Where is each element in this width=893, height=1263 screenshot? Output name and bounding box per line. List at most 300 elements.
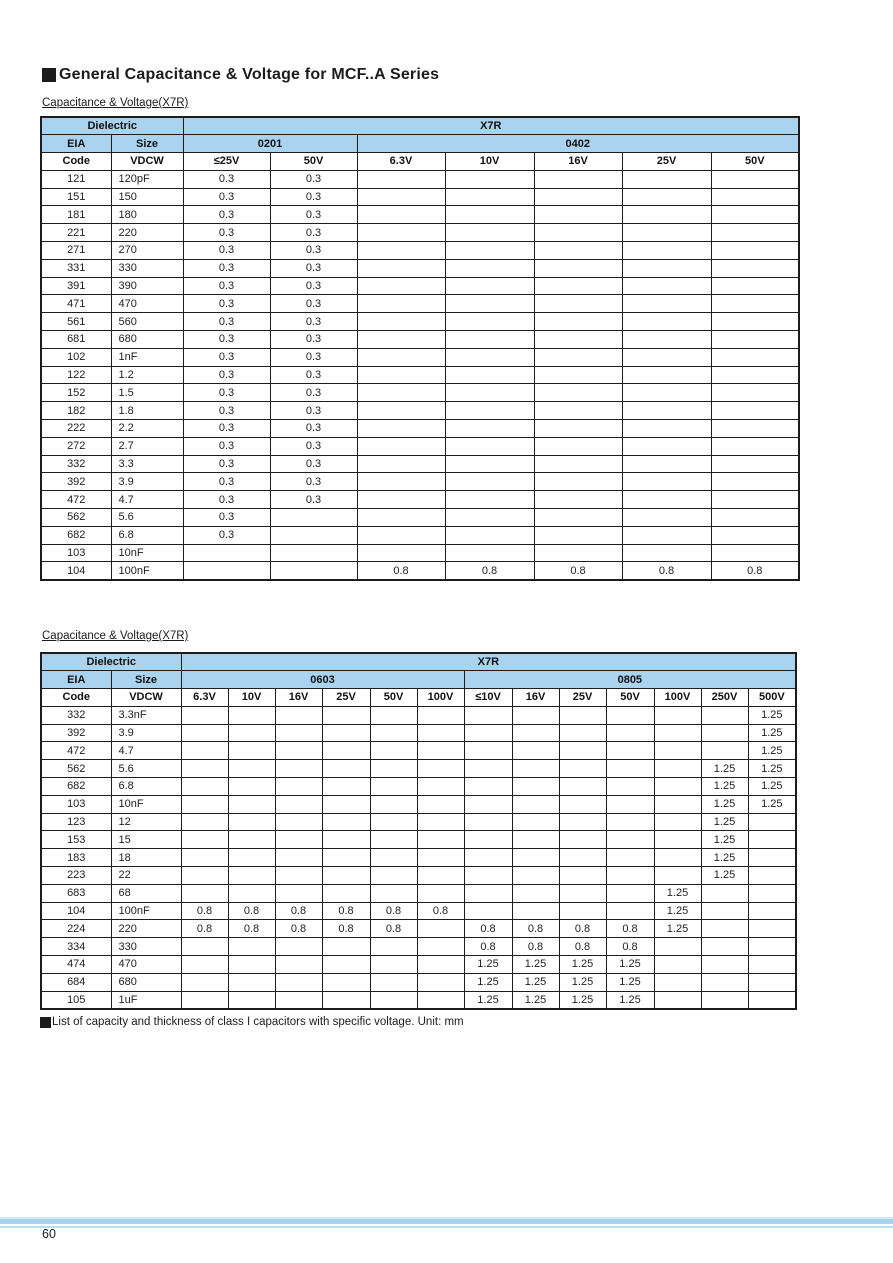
- thickness-value-cell: 0.3: [270, 402, 357, 420]
- code-header: Code: [41, 153, 111, 171]
- thickness-value-cell: [559, 849, 606, 867]
- thickness-value-cell: [622, 170, 711, 188]
- table-row: [41, 867, 796, 885]
- thickness-value-cell: [370, 795, 417, 813]
- code-cell: 562: [41, 509, 111, 527]
- thickness-value-cell: [464, 849, 512, 867]
- thickness-value-cell: [654, 938, 701, 956]
- thickness-value-cell: [711, 366, 799, 384]
- thickness-value-cell: [534, 259, 622, 277]
- thickness-value-cell: 1.25: [606, 956, 654, 974]
- thickness-value-cell: [417, 706, 464, 724]
- thickness-value-cell: [559, 867, 606, 885]
- thickness-value-cell: [606, 813, 654, 831]
- vdcw-cell: 150: [111, 188, 183, 206]
- thickness-value-cell: [559, 902, 606, 920]
- thickness-value-cell: 1.25: [559, 991, 606, 1009]
- thickness-value-cell: [512, 831, 559, 849]
- vdcw-cell: 18: [111, 849, 181, 867]
- thickness-value-cell: [622, 313, 711, 331]
- table-row: [41, 544, 799, 562]
- thickness-value-cell: 1.25: [748, 778, 796, 796]
- thickness-value-cell: [534, 473, 622, 491]
- thickness-value-cell: [701, 920, 748, 938]
- code-cell: 472: [41, 742, 111, 760]
- thickness-value-cell: [270, 509, 357, 527]
- vdcw-cell: 220: [111, 920, 181, 938]
- thickness-value-cell: [464, 813, 512, 831]
- thickness-value-cell: 1.25: [701, 795, 748, 813]
- black-square-icon: [42, 68, 56, 82]
- table-row: [41, 473, 799, 491]
- thickness-value-cell: [606, 831, 654, 849]
- table-row: [41, 813, 796, 831]
- table-row: [41, 224, 799, 242]
- thickness-value-cell: [559, 795, 606, 813]
- thickness-value-cell: [181, 884, 228, 902]
- thickness-value-cell: [228, 831, 275, 849]
- thickness-value-cell: [445, 526, 534, 544]
- thickness-value-cell: [322, 884, 370, 902]
- thickness-value-cell: [417, 849, 464, 867]
- thickness-value-cell: [445, 366, 534, 384]
- thickness-value-cell: 0.8: [512, 920, 559, 938]
- thickness-value-cell: 0.3: [183, 242, 270, 260]
- code-cell: 562: [41, 760, 111, 778]
- thickness-value-cell: [748, 938, 796, 956]
- thickness-value-cell: 0.3: [270, 170, 357, 188]
- vdcw-header: VDCW: [111, 153, 183, 171]
- thickness-value-cell: [534, 188, 622, 206]
- thickness-value-cell: [654, 813, 701, 831]
- thickness-value-cell: [711, 491, 799, 509]
- thickness-value-cell: [370, 867, 417, 885]
- thickness-value-cell: 0.3: [183, 224, 270, 242]
- thickness-value-cell: [370, 973, 417, 991]
- thickness-value-cell: [228, 706, 275, 724]
- thickness-value-cell: 1.25: [748, 795, 796, 813]
- thickness-value-cell: [534, 224, 622, 242]
- dielectric-value-header: X7R: [181, 653, 796, 671]
- thickness-value-cell: [701, 956, 748, 974]
- voltage-header: 16V: [534, 153, 622, 171]
- thickness-value-cell: [711, 455, 799, 473]
- thickness-value-cell: 0.3: [270, 473, 357, 491]
- thickness-value-cell: [445, 402, 534, 420]
- thickness-value-cell: [357, 384, 445, 402]
- thickness-value-cell: [445, 455, 534, 473]
- thickness-value-cell: [183, 562, 270, 580]
- thickness-value-cell: [534, 455, 622, 473]
- thickness-value-cell: 1.25: [606, 991, 654, 1009]
- thickness-value-cell: [445, 170, 534, 188]
- thickness-value-cell: [711, 348, 799, 366]
- thickness-value-cell: 0.3: [183, 402, 270, 420]
- thickness-value-cell: 0.3: [183, 348, 270, 366]
- thickness-value-cell: [181, 991, 228, 1009]
- vdcw-cell: 100nF: [111, 902, 181, 920]
- thickness-value-cell: 1.25: [701, 831, 748, 849]
- eia-header: EIA: [41, 671, 111, 689]
- thickness-value-cell: 1.25: [748, 742, 796, 760]
- thickness-value-cell: [701, 724, 748, 742]
- code-cell: 681: [41, 331, 111, 349]
- thickness-value-cell: [512, 849, 559, 867]
- code-cell: 121: [41, 170, 111, 188]
- thickness-value-cell: 0.8: [322, 902, 370, 920]
- thickness-value-cell: 0.8: [322, 920, 370, 938]
- thickness-value-cell: 0.3: [183, 259, 270, 277]
- thickness-value-cell: [622, 420, 711, 438]
- thickness-value-cell: [512, 902, 559, 920]
- thickness-value-cell: [748, 956, 796, 974]
- thickness-value-cell: 0.3: [270, 437, 357, 455]
- thickness-value-cell: [228, 760, 275, 778]
- black-square-icon: [40, 1017, 51, 1028]
- code-cell: 391: [41, 277, 111, 295]
- thickness-value-cell: [711, 295, 799, 313]
- thickness-value-cell: [357, 331, 445, 349]
- thickness-value-cell: 0.3: [270, 242, 357, 260]
- table-row: [41, 366, 799, 384]
- thickness-value-cell: [357, 170, 445, 188]
- thickness-value-cell: 0.3: [183, 277, 270, 295]
- vdcw-cell: 120pF: [111, 170, 183, 188]
- thickness-value-cell: [228, 724, 275, 742]
- thickness-value-cell: 1.25: [701, 867, 748, 885]
- vdcw-cell: 2.2: [111, 420, 183, 438]
- thickness-value-cell: [181, 778, 228, 796]
- thickness-value-cell: [445, 242, 534, 260]
- thickness-value-cell: [445, 206, 534, 224]
- table-row: [41, 526, 799, 544]
- thickness-value-cell: [606, 867, 654, 885]
- table-row: [41, 402, 799, 420]
- thickness-value-cell: 1.25: [748, 760, 796, 778]
- code-cell: 183: [41, 849, 111, 867]
- thickness-value-cell: [322, 867, 370, 885]
- table-row: [41, 562, 799, 580]
- thickness-value-cell: [622, 259, 711, 277]
- thickness-value-cell: [322, 706, 370, 724]
- thickness-value-cell: [417, 813, 464, 831]
- thickness-value-cell: [270, 526, 357, 544]
- thickness-value-cell: [512, 813, 559, 831]
- code-cell: 332: [41, 706, 111, 724]
- code-cell: 474: [41, 956, 111, 974]
- voltage-header: 25V: [322, 689, 370, 707]
- size-header: Size: [111, 135, 183, 153]
- table-row: [41, 509, 799, 527]
- thickness-value-cell: [445, 188, 534, 206]
- thickness-value-cell: 1.25: [701, 778, 748, 796]
- vdcw-cell: 1uF: [111, 991, 181, 1009]
- thickness-value-cell: 1.25: [701, 813, 748, 831]
- vdcw-cell: 1nF: [111, 348, 183, 366]
- thickness-value-cell: [275, 706, 322, 724]
- thickness-value-cell: 0.3: [270, 420, 357, 438]
- thickness-value-cell: 0.8: [275, 902, 322, 920]
- table2-label: Capacitance & Voltage(X7R): [42, 630, 189, 642]
- thickness-value-cell: [654, 778, 701, 796]
- code-cell: 153: [41, 831, 111, 849]
- thickness-value-cell: [622, 277, 711, 295]
- thickness-value-cell: [181, 973, 228, 991]
- thickness-value-cell: 0.3: [183, 366, 270, 384]
- thickness-value-cell: 0.3: [183, 313, 270, 331]
- thickness-value-cell: [445, 384, 534, 402]
- thickness-value-cell: [622, 188, 711, 206]
- thickness-value-cell: [534, 402, 622, 420]
- thickness-value-cell: [181, 831, 228, 849]
- table-row: [41, 742, 796, 760]
- thickness-value-cell: 0.8: [445, 562, 534, 580]
- vdcw-cell: 3.9: [111, 473, 183, 491]
- code-cell: 471: [41, 295, 111, 313]
- thickness-value-cell: 1.25: [464, 991, 512, 1009]
- thickness-value-cell: [417, 742, 464, 760]
- thickness-value-cell: [181, 760, 228, 778]
- code-cell: 334: [41, 938, 111, 956]
- thickness-value-cell: 0.3: [183, 526, 270, 544]
- thickness-value-cell: [512, 778, 559, 796]
- vdcw-cell: 6.8: [111, 778, 181, 796]
- thickness-value-cell: [357, 224, 445, 242]
- table-row: [41, 455, 799, 473]
- voltage-header: 50V: [606, 689, 654, 707]
- thickness-value-cell: 0.3: [183, 473, 270, 491]
- table-row: [41, 991, 796, 1009]
- thickness-value-cell: [228, 991, 275, 1009]
- footer-divider-bar: [0, 1217, 893, 1228]
- thickness-value-cell: [701, 973, 748, 991]
- table-row: [41, 170, 799, 188]
- thickness-value-cell: [654, 724, 701, 742]
- thickness-value-cell: [322, 938, 370, 956]
- code-cell: 332: [41, 455, 111, 473]
- thickness-value-cell: [534, 295, 622, 313]
- code-cell: 105: [41, 991, 111, 1009]
- thickness-value-cell: 0.3: [270, 188, 357, 206]
- thickness-value-cell: 0.8: [181, 920, 228, 938]
- thickness-value-cell: 0.8: [417, 902, 464, 920]
- thickness-value-cell: 1.25: [654, 902, 701, 920]
- thickness-value-cell: [445, 473, 534, 491]
- voltage-header: 6.3V: [357, 153, 445, 171]
- thickness-value-cell: 0.3: [270, 206, 357, 224]
- thickness-value-cell: [322, 795, 370, 813]
- thickness-value-cell: [654, 956, 701, 974]
- thickness-value-cell: 1.25: [654, 920, 701, 938]
- thickness-value-cell: [711, 437, 799, 455]
- thickness-value-cell: [654, 991, 701, 1009]
- thickness-value-cell: [228, 956, 275, 974]
- thickness-value-cell: [701, 902, 748, 920]
- vdcw-cell: 3.3: [111, 455, 183, 473]
- thickness-value-cell: [654, 831, 701, 849]
- thickness-value-cell: [181, 867, 228, 885]
- header-row-size: [41, 671, 796, 689]
- thickness-value-cell: [228, 938, 275, 956]
- header-row-dielectric: [41, 117, 799, 135]
- thickness-value-cell: [417, 991, 464, 1009]
- thickness-value-cell: [512, 884, 559, 902]
- thickness-value-cell: 0.8: [534, 562, 622, 580]
- thickness-value-cell: [534, 544, 622, 562]
- table-row: [41, 973, 796, 991]
- voltage-header: 50V: [711, 153, 799, 171]
- thickness-value-cell: [711, 188, 799, 206]
- thickness-value-cell: [357, 491, 445, 509]
- thickness-value-cell: [534, 526, 622, 544]
- size-group-0402: 0402: [357, 135, 799, 153]
- table-row: [41, 420, 799, 438]
- code-cell: 221: [41, 224, 111, 242]
- thickness-value-cell: [228, 778, 275, 796]
- thickness-value-cell: [622, 455, 711, 473]
- vdcw-cell: 4.7: [111, 742, 181, 760]
- thickness-value-cell: 0.3: [183, 206, 270, 224]
- thickness-value-cell: [445, 313, 534, 331]
- table-row: [41, 331, 799, 349]
- vdcw-cell: 1.5: [111, 384, 183, 402]
- thickness-value-cell: [275, 938, 322, 956]
- thickness-value-cell: [464, 724, 512, 742]
- thickness-value-cell: [445, 544, 534, 562]
- thickness-value-cell: 0.3: [183, 384, 270, 402]
- thickness-value-cell: 0.3: [270, 366, 357, 384]
- thickness-value-cell: 0.3: [270, 455, 357, 473]
- table-row: [41, 831, 796, 849]
- thickness-value-cell: [559, 742, 606, 760]
- code-cell: 181: [41, 206, 111, 224]
- thickness-value-cell: [559, 724, 606, 742]
- thickness-value-cell: [606, 884, 654, 902]
- thickness-value-cell: 0.8: [606, 920, 654, 938]
- thickness-value-cell: [622, 491, 711, 509]
- thickness-value-cell: [228, 849, 275, 867]
- code-cell: 392: [41, 724, 111, 742]
- table-row: [41, 795, 796, 813]
- table-row: [41, 437, 799, 455]
- thickness-value-cell: [322, 849, 370, 867]
- thickness-value-cell: [559, 760, 606, 778]
- page-title-text: General Capacitance & Voltage for MCF..A Series: [59, 66, 440, 83]
- thickness-value-cell: [748, 902, 796, 920]
- thickness-value-cell: [357, 277, 445, 295]
- thickness-value-cell: [622, 206, 711, 224]
- thickness-value-cell: 0.3: [270, 259, 357, 277]
- thickness-value-cell: [654, 867, 701, 885]
- thickness-value-cell: [701, 991, 748, 1009]
- code-header: Code: [41, 689, 111, 707]
- thickness-value-cell: [370, 849, 417, 867]
- vdcw-cell: 180: [111, 206, 183, 224]
- thickness-value-cell: [711, 259, 799, 277]
- thickness-value-cell: 0.3: [183, 437, 270, 455]
- thickness-value-cell: [357, 544, 445, 562]
- thickness-value-cell: [445, 437, 534, 455]
- table-row: [41, 938, 796, 956]
- thickness-value-cell: [711, 277, 799, 295]
- thickness-value-cell: [622, 295, 711, 313]
- code-cell: 472: [41, 491, 111, 509]
- thickness-value-cell: [370, 991, 417, 1009]
- thickness-value-cell: [748, 991, 796, 1009]
- thickness-value-cell: [322, 956, 370, 974]
- code-cell: 103: [41, 544, 111, 562]
- thickness-value-cell: [654, 849, 701, 867]
- vdcw-cell: 470: [111, 956, 181, 974]
- thickness-value-cell: [711, 402, 799, 420]
- thickness-value-cell: [464, 778, 512, 796]
- thickness-value-cell: [559, 831, 606, 849]
- thickness-value-cell: 0.3: [270, 277, 357, 295]
- thickness-value-cell: 1.25: [701, 760, 748, 778]
- vdcw-cell: 3.3nF: [111, 706, 181, 724]
- voltage-header: 25V: [559, 689, 606, 707]
- thickness-value-cell: [622, 473, 711, 491]
- thickness-value-cell: [606, 742, 654, 760]
- thickness-value-cell: [464, 760, 512, 778]
- thickness-value-cell: [445, 331, 534, 349]
- thickness-value-cell: [512, 760, 559, 778]
- thickness-value-cell: 1.25: [606, 973, 654, 991]
- thickness-value-cell: [181, 813, 228, 831]
- thickness-value-cell: 0.3: [183, 170, 270, 188]
- page-number: 60: [42, 1227, 56, 1241]
- voltage-header: 500V: [748, 689, 796, 707]
- size-group-0603: 0603: [181, 671, 464, 689]
- capacitance-voltage-table-0201-0402: [40, 116, 800, 581]
- thickness-value-cell: [275, 867, 322, 885]
- thickness-value-cell: [534, 348, 622, 366]
- thickness-value-cell: [606, 795, 654, 813]
- capacitance-voltage-table-0603-0805: [40, 652, 797, 1010]
- table-row: [41, 956, 796, 974]
- table-row: [41, 778, 796, 796]
- table-row: [41, 206, 799, 224]
- thickness-value-cell: 0.8: [228, 920, 275, 938]
- header-row-dielectric: [41, 653, 796, 671]
- thickness-value-cell: 1.25: [559, 956, 606, 974]
- code-cell: 271: [41, 242, 111, 260]
- thickness-value-cell: 1.25: [701, 849, 748, 867]
- thickness-value-cell: [417, 884, 464, 902]
- thickness-value-cell: [534, 509, 622, 527]
- size-group-0805: 0805: [464, 671, 796, 689]
- code-cell: 103: [41, 795, 111, 813]
- thickness-value-cell: [534, 170, 622, 188]
- thickness-value-cell: [464, 831, 512, 849]
- thickness-value-cell: [357, 473, 445, 491]
- thickness-value-cell: 0.3: [270, 384, 357, 402]
- thickness-value-cell: 0.8: [275, 920, 322, 938]
- table-row: [41, 313, 799, 331]
- thickness-value-cell: [370, 760, 417, 778]
- voltage-header: 50V: [270, 153, 357, 171]
- code-cell: 104: [41, 902, 111, 920]
- table-row: [41, 760, 796, 778]
- vdcw-header: VDCW: [111, 689, 181, 707]
- thickness-value-cell: [512, 706, 559, 724]
- vdcw-cell: 390: [111, 277, 183, 295]
- thickness-value-cell: [445, 509, 534, 527]
- thickness-value-cell: 0.3: [183, 455, 270, 473]
- vdcw-cell: 10nF: [111, 544, 183, 562]
- code-cell: 331: [41, 259, 111, 277]
- thickness-value-cell: [534, 420, 622, 438]
